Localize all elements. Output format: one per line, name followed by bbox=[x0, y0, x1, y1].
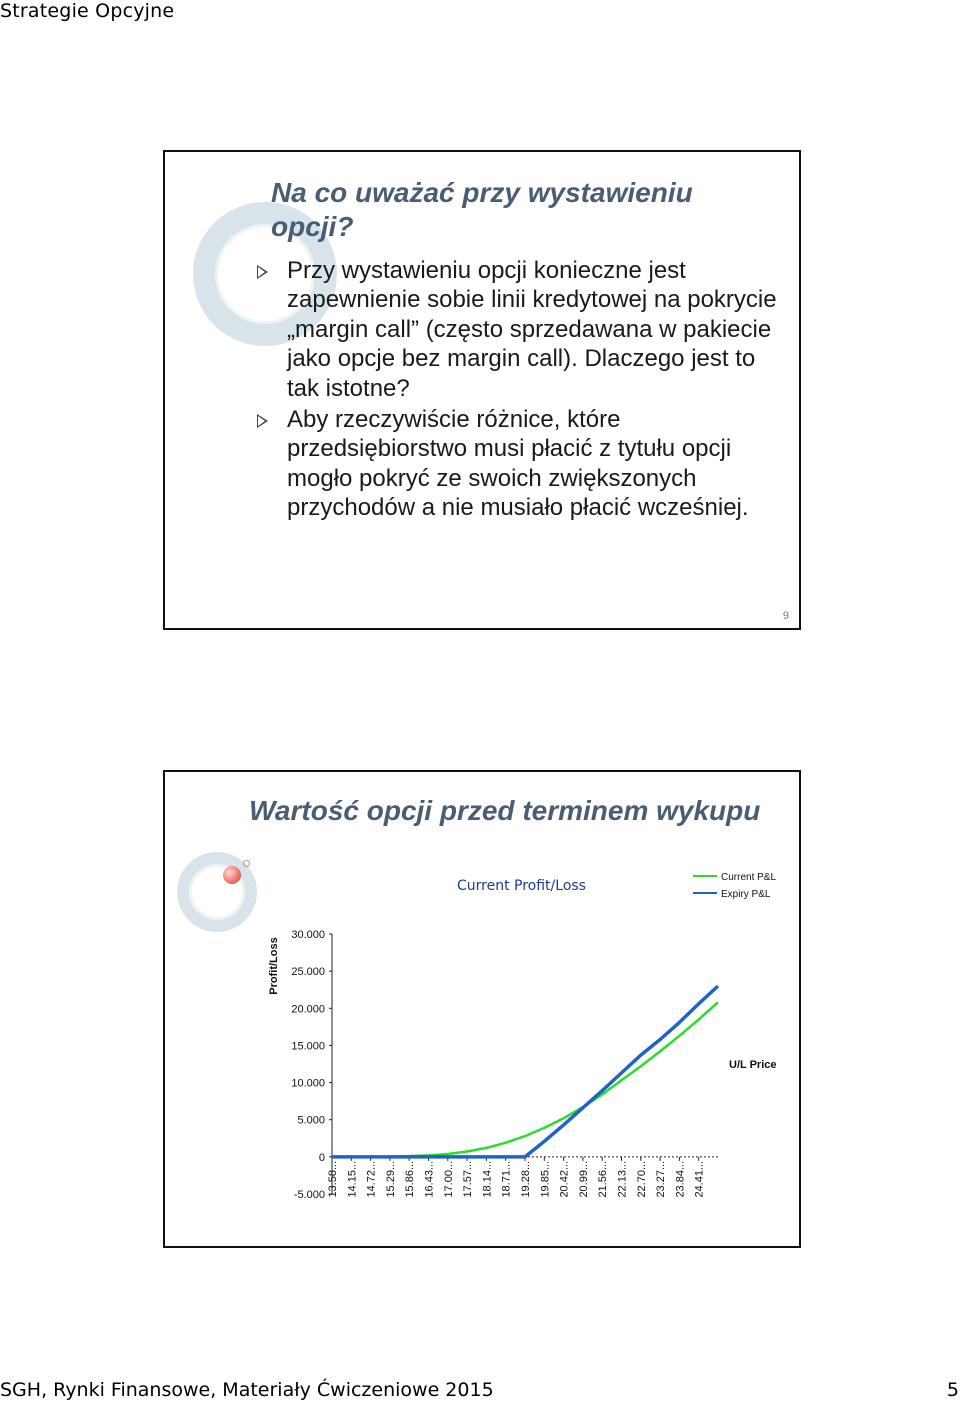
y-tick-label: 25.000 bbox=[291, 966, 325, 979]
x-tick-label: 18.14... bbox=[481, 1160, 494, 1198]
y-tick-label: 0 bbox=[318, 1151, 325, 1164]
x-tick-label: 22.13... bbox=[616, 1160, 629, 1198]
x-tick-label: 17.00... bbox=[442, 1160, 455, 1198]
y-tick-label: 15.000 bbox=[291, 1040, 325, 1053]
bullet-item bbox=[257, 256, 777, 403]
legend-label: Current P&L bbox=[721, 872, 777, 883]
y-tick-label: 30.000 bbox=[291, 929, 325, 941]
x-tick-label: 13.58... bbox=[327, 1160, 339, 1198]
chart-title: Current Profit/Loss bbox=[457, 878, 586, 894]
y-tick-label: 5.000 bbox=[297, 1114, 325, 1127]
y-tick-label: -5.000 bbox=[293, 1189, 325, 1201]
x-tick-label: 24.41... bbox=[693, 1160, 706, 1198]
slide-9 bbox=[163, 150, 801, 630]
x-axis-label: U/L Price bbox=[729, 1059, 777, 1071]
bullet-item bbox=[257, 405, 777, 523]
footer-page-number: 5 bbox=[946, 1379, 959, 1401]
x-tick-label: 20.99... bbox=[577, 1160, 590, 1198]
x-tick-label: 17.57... bbox=[462, 1160, 475, 1198]
x-tick-label: 14.72... bbox=[365, 1160, 378, 1198]
x-tick-label: 22.70... bbox=[635, 1160, 648, 1198]
slide-number: 9 bbox=[782, 610, 789, 622]
arrow-bullet-icon bbox=[257, 414, 268, 428]
series-line-expiry bbox=[332, 986, 718, 1157]
x-tick-label: 14.15... bbox=[346, 1160, 359, 1198]
slide-title: Na co uważać przy wystawieniu opcji? bbox=[271, 177, 693, 242]
slide-chart bbox=[163, 770, 801, 1248]
x-tick-label: 18.71... bbox=[500, 1160, 513, 1198]
bullet-text: Przy wystawieniu opcji konieczne jest zapewnienie sobie linii kredytowej na pokrycie „margin call” (często sprzedawana w pakiecie jako opcje bez margin call). Dlaczego jest to tak istotne? bbox=[287, 257, 777, 402]
arrow-bullet-icon bbox=[257, 265, 268, 279]
series-line-current bbox=[332, 1002, 718, 1157]
x-tick-label: 15.29... bbox=[384, 1160, 397, 1198]
y-axis-label: Profit/Loss bbox=[268, 937, 280, 995]
footer-text: SGH, Rynki Finansowe, Materiały Ćwiczeniowe 2015 bbox=[0, 1379, 494, 1401]
x-tick-label: 15.86... bbox=[404, 1160, 417, 1198]
y-tick-label: 20.000 bbox=[291, 1003, 325, 1016]
x-tick-label: 19.28... bbox=[520, 1160, 532, 1198]
legend-label: Expiry P&L bbox=[721, 889, 771, 900]
x-tick-label: 20.42... bbox=[558, 1160, 571, 1198]
x-tick-label: 23.84... bbox=[674, 1160, 687, 1198]
x-tick-label: 23.27... bbox=[655, 1160, 668, 1198]
bullet-text: Aby rzeczywiście różnice, które przedsiębiorstwo musi płacić z tytułu opcji mogło pokryć ze swoich zwiększonych przychodów a nie musiało płacić wcześniej. bbox=[287, 406, 749, 522]
y-tick-label: 10.000 bbox=[291, 1077, 325, 1090]
x-tick-label: 16.43... bbox=[423, 1160, 436, 1198]
slide-title: Wartość opcji przed terminem wykupu bbox=[249, 795, 761, 826]
pl-chart bbox=[165, 772, 799, 1246]
page-header-title: Strategie Opcyjne bbox=[0, 0, 175, 22]
x-tick-label: 21.56... bbox=[597, 1160, 610, 1198]
x-tick-label: 19.85... bbox=[539, 1160, 552, 1198]
bullet-list bbox=[257, 256, 777, 525]
